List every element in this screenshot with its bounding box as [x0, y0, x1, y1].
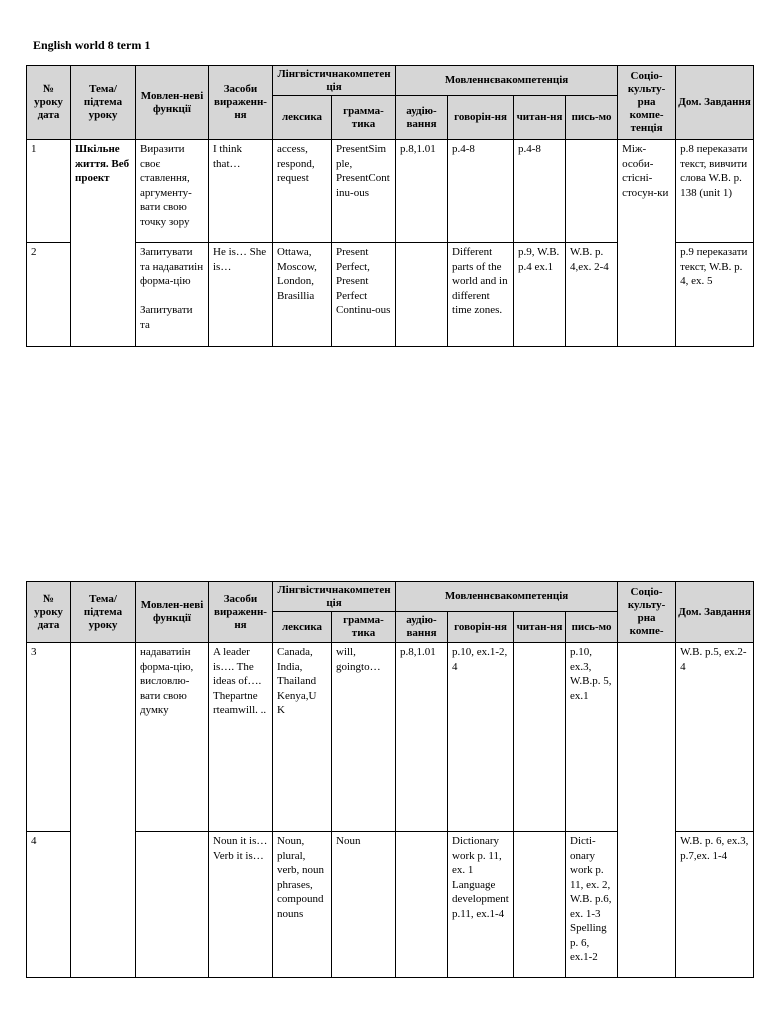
- writing: p.10, ex.3, W.B.p. 5, ex.1: [566, 643, 618, 832]
- speaking: p.10, ex.1-2, 4: [448, 643, 514, 832]
- vocabulary: access, respond, request: [273, 140, 332, 243]
- table-row: [27, 643, 754, 832]
- listening: p.8,1.01: [396, 643, 448, 832]
- header-topic: Тема/ підтема уроку: [71, 66, 136, 140]
- speech-functions: Запитувати та надаватиін форма-цію Запитувати та: [136, 243, 209, 347]
- document-title: English world 8 term 1: [33, 38, 151, 52]
- lesson-plan-table-1: [26, 65, 754, 347]
- vocabulary: Noun, plural, verb, noun phrases, compound nouns: [273, 832, 332, 978]
- header-sociocultural-competence: Соціо-культу-рна компе-: [618, 582, 676, 643]
- lesson-plan-table-2: [26, 581, 754, 978]
- header-topic: Тема/ підтема уроку: [71, 582, 136, 643]
- lesson-number: 3: [27, 643, 71, 832]
- header-lesson-number: № уроку дата: [27, 582, 71, 643]
- means-of-expression: He is… She is…: [209, 243, 273, 347]
- homework: p.9 переказати текст, W.B. p. 4, ex. 5: [676, 243, 754, 347]
- vocabulary: Ottawa, Moscow, London, Brasillia: [273, 243, 332, 347]
- header-vocabulary: лексика: [273, 96, 332, 140]
- table-row: [27, 140, 754, 243]
- speaking: Different parts of the world and in different time zones.: [448, 243, 514, 347]
- header-speaking: говорін-ня: [448, 96, 514, 140]
- grammar: PresentSimple, PresentContinu-ous: [332, 140, 396, 243]
- header-sociocultural-competence: Соціо-культу-рна компе-тенція: [618, 66, 676, 140]
- lesson-number: 1: [27, 140, 71, 243]
- header-homework: Дом. Завдання: [676, 582, 754, 643]
- means-of-expression: A leader is…. The ideas of…. Thepartne rteamwill. ..: [209, 643, 273, 832]
- listening: [396, 832, 448, 978]
- writing: W.B. p. 4,ex. 2-4: [566, 243, 618, 347]
- grammar: Noun: [332, 832, 396, 978]
- header-speech-competence: Мовленнєвакомпетенція: [396, 66, 618, 96]
- writing: Dicti-onary work p. 11, ex. 2, W.B. p.6, ex. 1-3 Spelling p. 6, ex.1-2: [566, 832, 618, 978]
- header-writing: пись-мо: [566, 96, 618, 140]
- header-grammar: грамма-тика: [332, 96, 396, 140]
- header-vocabulary: лексика: [273, 612, 332, 643]
- speaking: Dictionary work p. 11, ex. 1 Language development p.11, ex.1-4: [448, 832, 514, 978]
- speaking: p.4-8: [448, 140, 514, 243]
- means-of-expression: I think that…: [209, 140, 273, 243]
- header-grammar: грамма-тика: [332, 612, 396, 643]
- reading: p.9, W.B. p.4 ex.1: [514, 243, 566, 347]
- header-speaking: говорін-ня: [448, 612, 514, 643]
- header-reading: читан-ня: [514, 612, 566, 643]
- speech-functions: Виразити своє ставлення, аргументу-вати свою точку зору: [136, 140, 209, 243]
- header-means-of-expression: Засоби вираженн-ня: [209, 582, 273, 643]
- header-homework: Дом. Завдання: [676, 66, 754, 140]
- sociocultural: [618, 643, 676, 978]
- listening: p.8,1.01: [396, 140, 448, 243]
- header-reading: читан-ня: [514, 96, 566, 140]
- homework: W.B. p.5, ex.2-4: [676, 643, 754, 832]
- header-writing: пись-мо: [566, 612, 618, 643]
- lesson-number: 4: [27, 832, 71, 978]
- header-speech-functions: Мовлен-неві функції: [136, 582, 209, 643]
- vocabulary: Canada, India, Thailand Kenya,U K: [273, 643, 332, 832]
- speech-functions: надаватиін форма-цію, висловлю-вати свою думку: [136, 643, 209, 832]
- grammar: will, goingto…: [332, 643, 396, 832]
- header-lesson-number: № уроку дата: [27, 66, 71, 140]
- header-speech-functions: Мовлен-неві функції: [136, 66, 209, 140]
- header-linguistic-competence: Лінгвістичнакомпетенція: [273, 66, 396, 96]
- header-listening: аудію-вання: [396, 612, 448, 643]
- lesson-topic: Шкільне життя. Веб проект: [71, 140, 136, 347]
- header-listening: аудію-вання: [396, 96, 448, 140]
- lesson-topic: [71, 643, 136, 978]
- homework: p.8 переказати текст, вивчити слова W.B. p. 138 (unit 1): [676, 140, 754, 243]
- reading: [514, 832, 566, 978]
- header-means-of-expression: Засоби вираженн-ня: [209, 66, 273, 140]
- reading: p.4-8: [514, 140, 566, 243]
- sociocultural: Між-особи-стісні-стосун-ки: [618, 140, 676, 347]
- homework: W.B. p. 6, ex.3, p.7,ex. 1-4: [676, 832, 754, 978]
- reading: [514, 643, 566, 832]
- listening: [396, 243, 448, 347]
- header-speech-competence: Мовленнєвакомпетенція: [396, 582, 618, 612]
- header-linguistic-competence: Лінгвістичнакомпетенція: [273, 582, 396, 612]
- speech-functions: [136, 832, 209, 978]
- means-of-expression: Noun it is… Verb it is…: [209, 832, 273, 978]
- grammar: Present Perfect, Present Perfect Continu-ous: [332, 243, 396, 347]
- writing: [566, 140, 618, 243]
- lesson-number: 2: [27, 243, 71, 347]
